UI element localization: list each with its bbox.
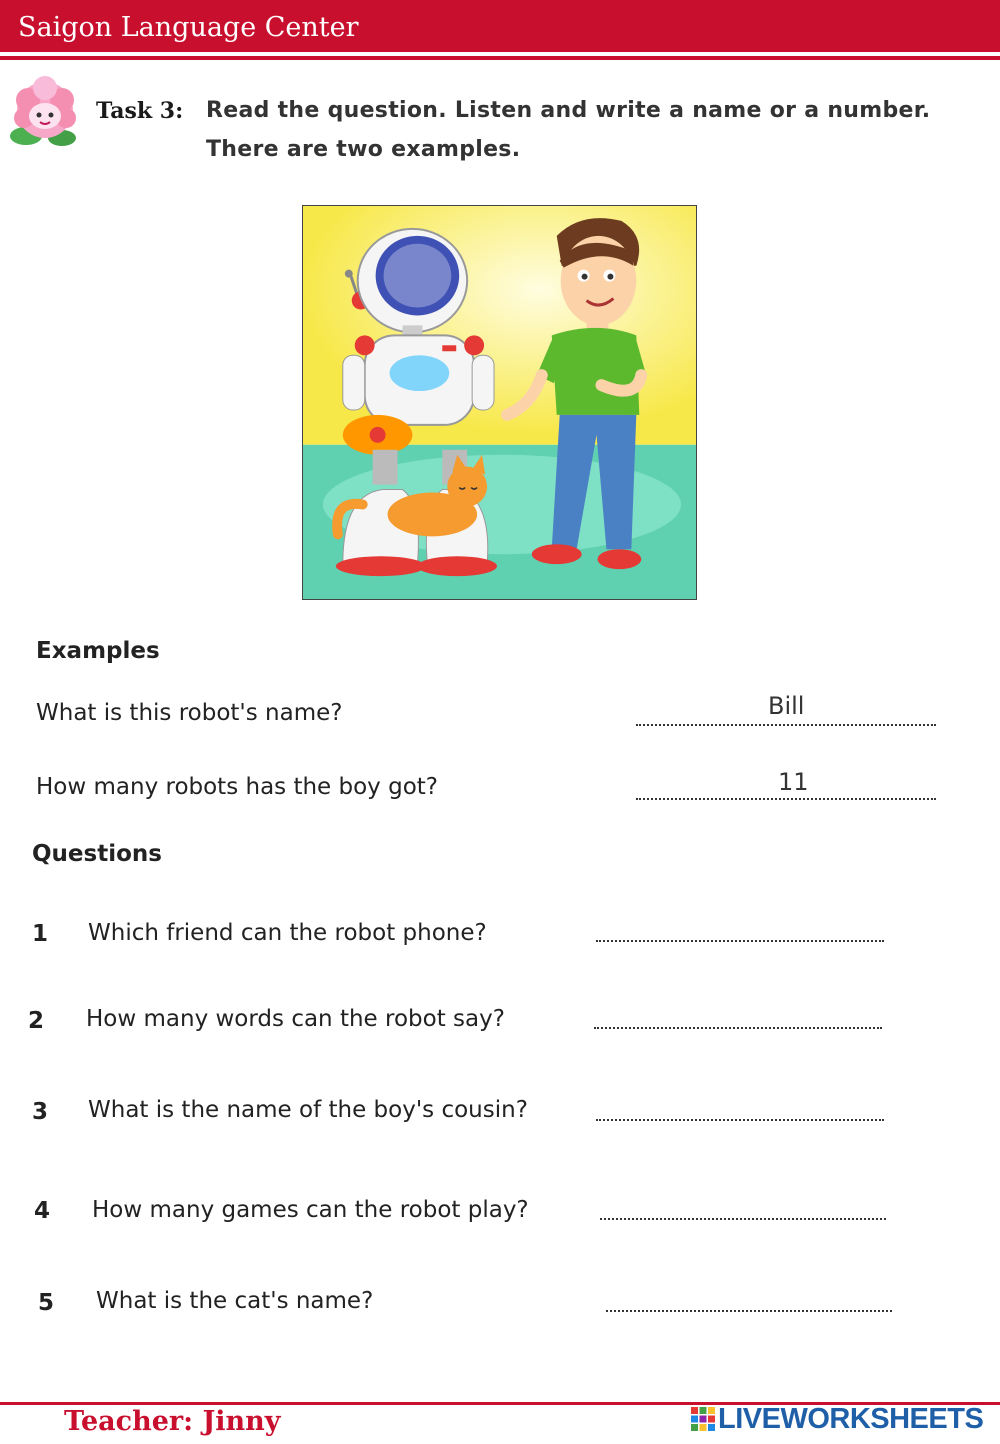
- flower-mascot-icon: [4, 72, 86, 154]
- answer-input-2[interactable]: [594, 1027, 882, 1029]
- answer-input-3[interactable]: [596, 1119, 884, 1121]
- task-instruction-line-2: There are two examples.: [206, 137, 521, 162]
- task-instruction-line-1: Read the question. Listen and write a name or a number.: [206, 98, 931, 123]
- example-answer-line: [636, 724, 936, 726]
- example-answer-line: [636, 798, 936, 800]
- question-number: 5: [38, 1290, 55, 1316]
- question-text: What is the cat's name?: [96, 1288, 374, 1314]
- liveworksheets-brand[interactable]: LIVEWORKSHEETS: [718, 1403, 984, 1435]
- examples-heading: Examples: [36, 638, 160, 664]
- answer-input-1[interactable]: [596, 940, 884, 942]
- question-number: 2: [28, 1008, 45, 1034]
- question-text: What is the name of the boy's cousin?: [88, 1097, 528, 1123]
- question-text: How many words can the robot say?: [86, 1006, 505, 1032]
- answer-input-5[interactable]: [606, 1310, 892, 1312]
- example-question: How many robots has the boy got?: [36, 774, 439, 800]
- question-number: 1: [32, 921, 49, 947]
- answer-input-4[interactable]: [600, 1218, 886, 1220]
- question-text: How many games can the robot play?: [92, 1197, 529, 1223]
- example-answer: 11: [778, 768, 809, 796]
- questions-heading: Questions: [32, 841, 162, 867]
- example-question: What is this robot's name?: [36, 700, 343, 726]
- robot-boy-cat-illustration: [302, 205, 697, 600]
- school-name: Saigon Language Center: [18, 12, 359, 43]
- header-bar: [0, 0, 1000, 52]
- header-divider: [0, 56, 1000, 60]
- liveworksheets-logo-icon: [690, 1406, 716, 1432]
- question-number: 3: [32, 1099, 49, 1125]
- question-number: 4: [34, 1198, 51, 1224]
- task-label: Task 3:: [96, 98, 184, 124]
- question-text: Which friend can the robot phone?: [88, 920, 487, 946]
- teacher-name: Teacher: Jinny: [64, 1406, 281, 1437]
- example-answer: Bill: [768, 692, 805, 720]
